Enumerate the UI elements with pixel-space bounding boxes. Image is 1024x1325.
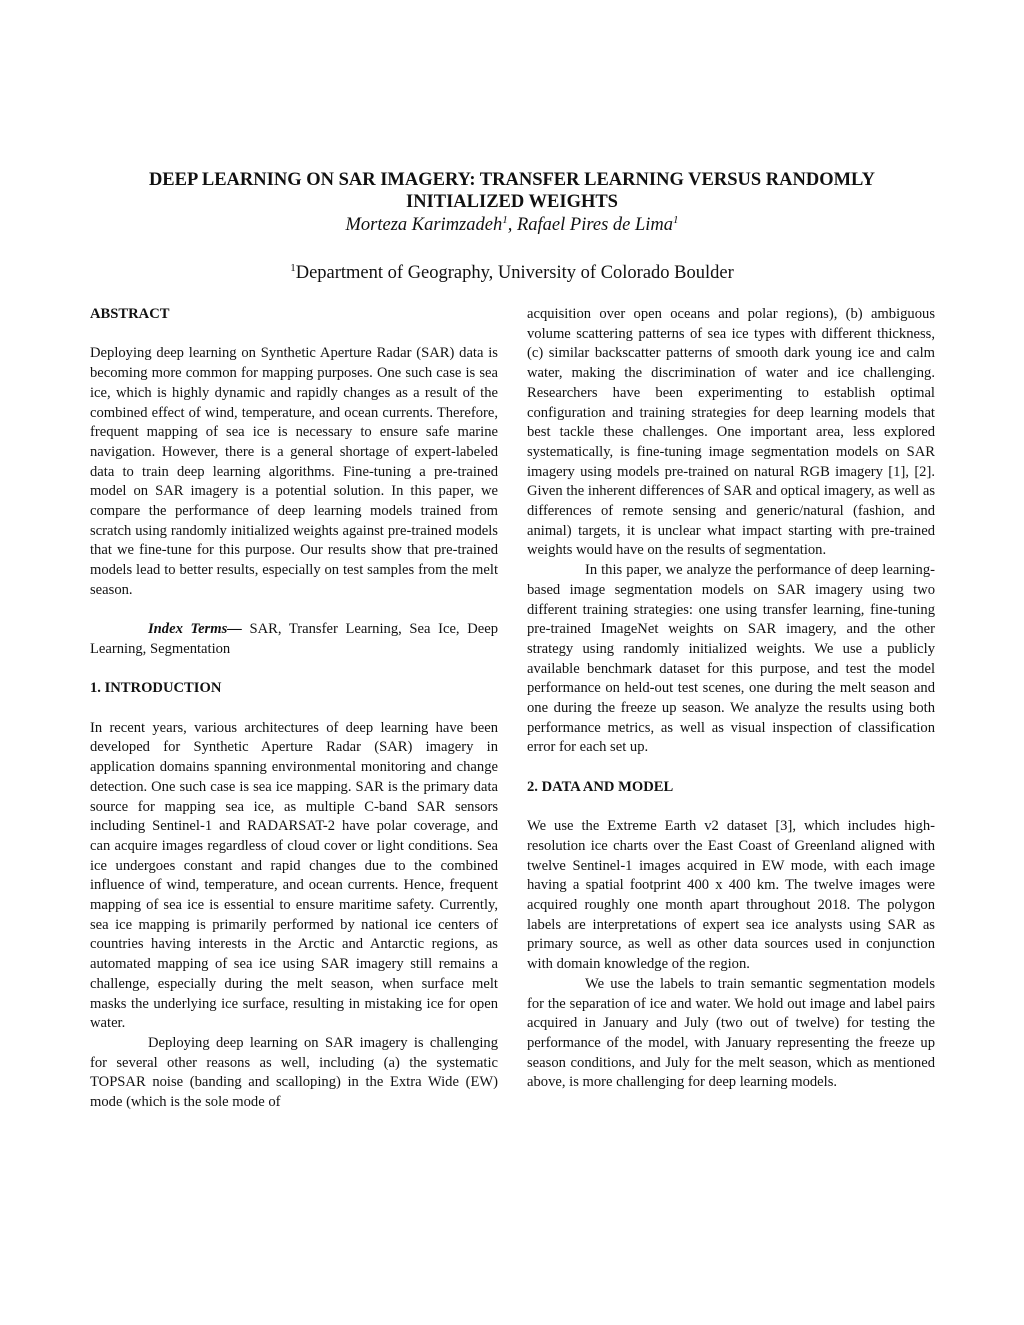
affiliation-mark: 1 [673, 213, 679, 226]
data-paragraph-2: We use the labels to train semantic segmentation models for the separation of ice and water. We hold out image and label pairs acquired in January and July (two out of twelve) for testing the performance of the model, with January representing the freeze up season conditions, and July for the melt season, which as mentioned above, is more challenging for deep learning models. [527, 975, 935, 1091]
affiliation-text: Department of Geography, University of Colorado Boulder [295, 263, 734, 283]
affiliation-mark: 1 [502, 213, 508, 226]
author-line [90, 214, 934, 236]
author-name: Morteza Karimzadeh [345, 215, 503, 235]
index-terms [90, 620, 498, 659]
abstract-heading: ABSTRACT [90, 306, 170, 322]
intro-paragraph-3: In this paper, we analyze the performance of deep learning-based image segmentation models on SAR imagery using two different training strategies: one using transfer learning, fine-tuning pre-trained ImageNet weights on SAR imagery, and the other strategy using randomly initialized weights. We use a publicly available benchmark dataset for this purpose, and test the model performance on held-out test scenes, one during the melt season and one during the freeze up season. We analyze the results using both performance metrics, as well as visual inspection of classification error for each set up. [527, 562, 935, 756]
data-paragraph-1: We use the Extreme Earth v2 dataset [3], which includes high-resolution ice charts over the East Coast of Greenland aligned with twelve Sentinel-1 images acquired in EW mode, with each image having a spatial footprint 400 x 400 km. The twelve images were acquired roughly one month apart throughout 2018. The polygon labels are interpretations of expert sea ice analysts using SAR as primary source, as well as other data sources used in conjunction with domain knowledge of the region. [527, 818, 935, 973]
author-name: Rafael Pires de Lima [516, 215, 674, 235]
paper-title: DEEP LEARNING ON SAR IMAGERY: TRANSFER LEARNING VERSUS RANDOMLY INITIALIZED WEIGHTS [148, 170, 876, 212]
author-separator: , [507, 215, 517, 235]
affiliation-mark: 1 [290, 261, 296, 274]
intro-paragraph-2-continued: acquisition over open oceans and polar regions), (b) ambiguous volume scattering patterns of sea ice types with different thickness, (c) similar backscatter patterns of smooth dark young ice and calm water, making the discrimination of water and ice challenging. Researchers have been experimenting to establish optimal configuration and training strategies for deep learning models that best tackle these challenges. One important area, less explored systematically, is fine-tuning image segmentation models on SAR imagery using models pre-trained on natural RGB imagery [1], [2]. Given the inherent differences of SAR and optical imagery, as well as differences of remote sensing and generic/natural (fashion, and animal) targets, it is unclear what impact starting with pre-trained weights would have on the results of segmentation. [527, 306, 935, 559]
intro-paragraph-1: In recent years, various architectures of deep learning have been developed for Synthetic Aperture Radar (SAR) imagery in application domains spanning environmental monitoring and change detection. One such case is sea ice mapping. SAR is the primary data source for mapping sea ice, as multiple C-band SAR sensors including Sentinel-1 and RADARSAT-2 have polar coverage, and can acquire images regardless of cloud cover or light conditions. Sea ice undergoes constant and rapid changes due to the combined influence of wind, temperature, and ocean currents. Hence, frequent mapping of sea ice is essential to ensure maritime safety. Currently, sea ice mapping is primarily performed by national ice centers of countries having interests in the Arctic and Antarctic regions, as automated mapping of sea ice using SAR imagery still remains a challenge, especially during the melt season, when surface melt masks the underlying ice surface, resulting in mistaking ice for open water. [90, 719, 498, 1032]
intro-paragraph-2: Deploying deep learning on SAR imagery is challenging for several other reasons as well, including (a) the systematic TOPSAR noise (banding and scalloping) in the Extra Wide (EW) mode (which is the sole mode of [90, 1034, 498, 1111]
left-column [90, 305, 498, 1113]
affiliation [90, 262, 934, 284]
index-terms-text: SAR, Transfer Learning, Sea Ice, Deep Learning, Segmentation [90, 621, 498, 657]
index-terms-label: Index Terms— [148, 621, 242, 638]
section-heading-data-and-model: 2. DATA AND MODEL [527, 778, 674, 795]
section-heading-introduction: 1. INTRODUCTION [90, 680, 222, 697]
right-column [527, 305, 935, 1093]
abstract-text: Deploying deep learning on Synthetic Aperture Radar (SAR) data is becoming more common for mapping purposes. One such case is sea ice, which is highly dynamic and rapidly changes as a result of the combined effect of wind, temperature, and ocean currents. Therefore, frequent mapping of sea ice is necessary to ensure safe marine navigation. However, there is a general shortage of expert-labeled data to train deep learning algorithms. Fine-tuning a pre-trained model on SAR imagery is a potential solution. In this paper, we compare the performance of deep learning models trained from scratch using randomly initialized weights against pre-trained models that we fine-tune for this purpose. Our results show that pre-trained models lead to better results, especially on test samples from the melt season. [90, 345, 498, 598]
